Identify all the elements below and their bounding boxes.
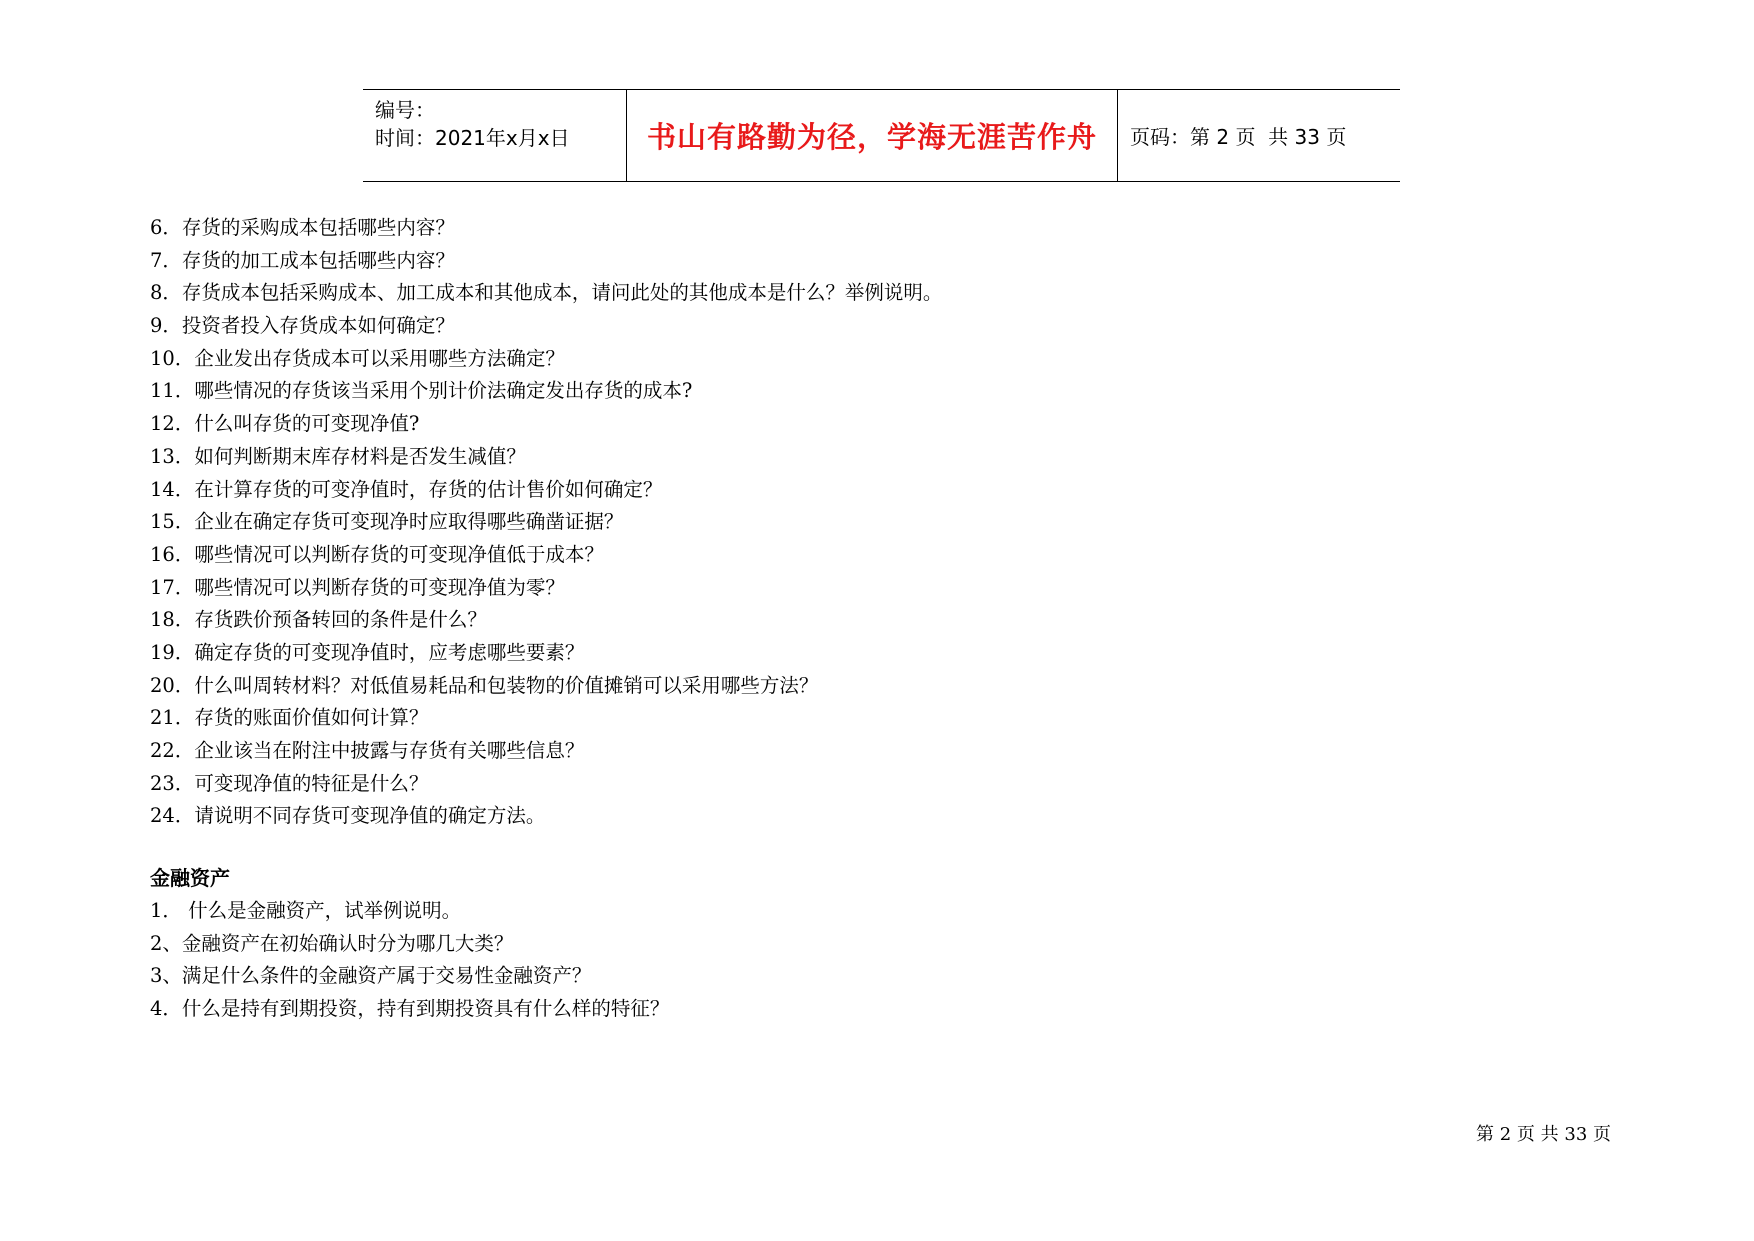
list-item: 2、金融资产在初始确认时分为哪几大类？ (150, 931, 514, 955)
list-item: 24．请说明不同存货可变现净值的确定方法。 (150, 804, 546, 828)
list-item: 14．在计算存货的可变净值时，存货的估计售价如何确定？ (150, 477, 663, 501)
header-page-info: 页码：第 2 页 共 33 页 (1130, 125, 1347, 149)
page-footer: 第 2 页 共 33 页 (1476, 1124, 1611, 1145)
list-item: 11．哪些情况的存货该当采用个别计价法确定发出存货的成本? (150, 379, 693, 403)
motto-text: 书山有路勤为径，学海无涯苦作舟 (646, 120, 1097, 154)
list-item: 9．投资者投入存货成本如何确定？ (150, 314, 455, 338)
list-item: 12．什么叫存货的可变现净值? (150, 412, 420, 436)
list-item: 17．哪些情况可以判断存货的可变现净值为零？ (150, 575, 565, 599)
list-item: 21．存货的账面价值如何计算？ (150, 706, 429, 730)
question-list (150, 212, 1450, 833)
list-item: 18．存货跌价预备转回的条件是什么？ (150, 608, 487, 632)
main-content (150, 212, 1450, 1026)
document-header (363, 89, 1400, 182)
number-label: 编号： (375, 98, 435, 122)
list-item: 8．存货成本包括采购成本、加工成本和其他成本，请问此处的其他成本是什么？举例说明。 (150, 281, 943, 305)
list-item: 13．如何判断期末库存材料是否发生减值？ (150, 444, 526, 468)
list-item: 3、满足什么条件的金融资产属于交易性金融资产？ (150, 964, 592, 988)
section-title: 金融资产 (150, 866, 230, 891)
list-item: 20．什么叫周转材料？对低值易耗品和包装物的价值摊销可以采用哪些方法？ (150, 673, 819, 697)
list-item: 4．什么是持有到期投资，持有到期投资具有什么样的特征？ (150, 997, 670, 1021)
list-item: 10．企业发出存货成本可以采用哪些方法确定？ (150, 346, 565, 370)
header-meta-cell (363, 90, 627, 181)
list-item: 19．确定存货的可变现净值时，应考虑哪些要素？ (150, 640, 585, 664)
list-item: 23．可变现净值的特征是什么？ (150, 771, 429, 795)
list-item: 7．存货的加工成本包括哪些内容？ (150, 248, 455, 272)
header-motto-cell (627, 90, 1118, 181)
section-question-list (150, 895, 1450, 1026)
list-item: 22．企业该当在附注中披露与存货有关哪些信息？ (150, 739, 585, 762)
header-page-cell (1118, 90, 1400, 181)
list-item: 1． 什么是金融资产，试举例说明。 (150, 899, 462, 923)
list-item: 16．哪些情况可以判断存货的可变现净值低于成本？ (150, 542, 604, 566)
time-label: 时间：2021年x月x日 (375, 126, 570, 150)
list-item: 6．存货的采购成本包括哪些内容？ (150, 216, 455, 239)
list-item: 15．企业在确定存货可变现净时应取得哪些确凿证据？ (150, 510, 624, 534)
